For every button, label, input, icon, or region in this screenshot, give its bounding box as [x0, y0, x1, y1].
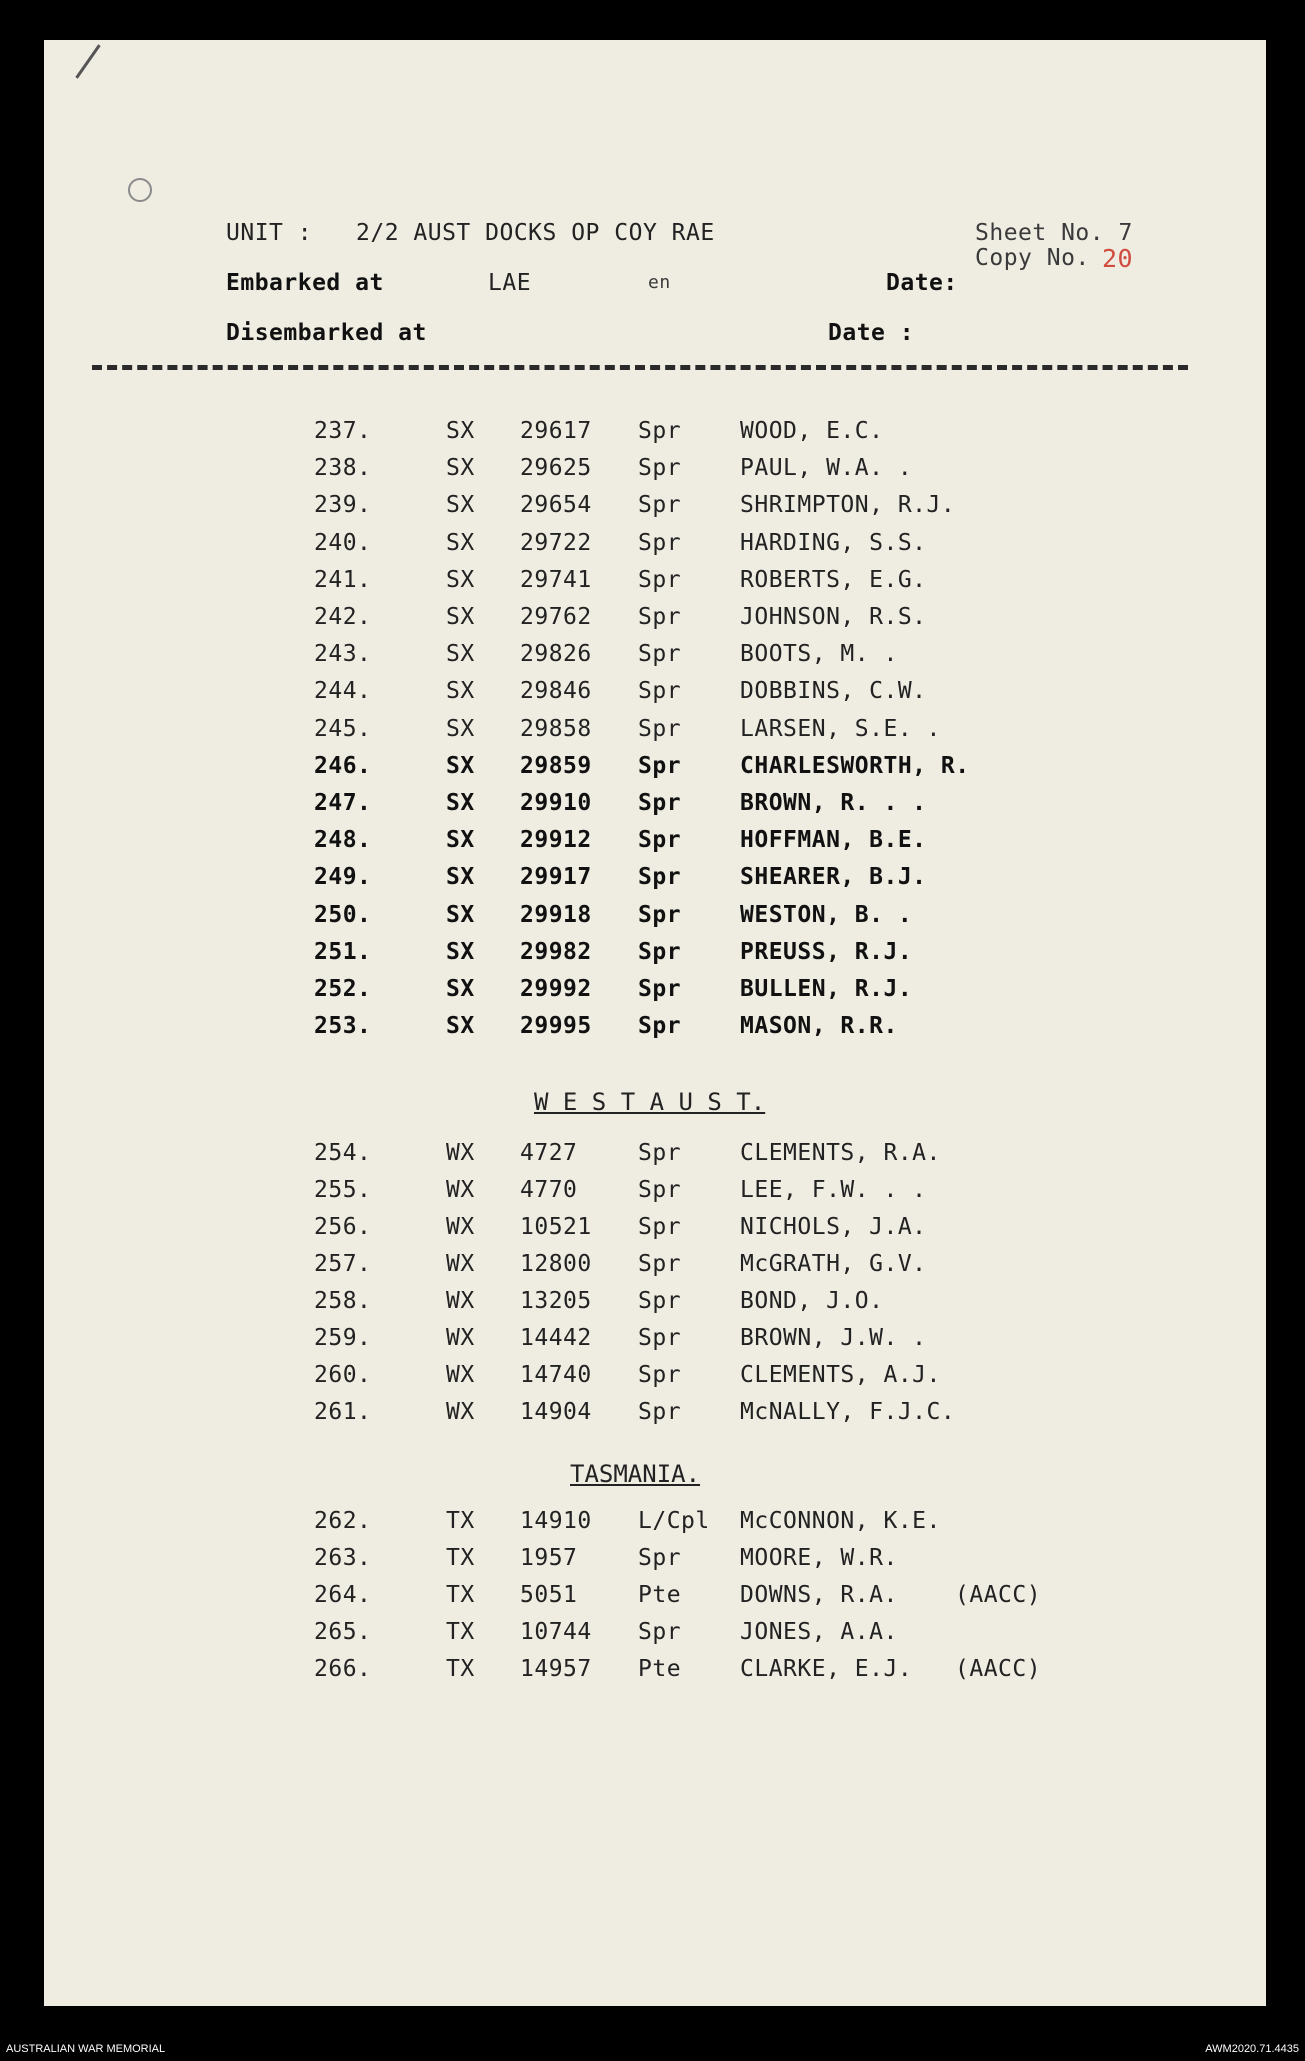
- row-state: SX: [446, 641, 475, 668]
- row-num: 10521: [520, 1214, 592, 1240]
- row-state: TX: [446, 1582, 475, 1608]
- row-no: 238.: [314, 455, 372, 482]
- row-state: SX: [446, 418, 475, 444]
- embarked-label: Embarked at: [226, 270, 384, 296]
- row-note: (AACC): [955, 1656, 1042, 1682]
- unit-value: 2/2 AUST DOCKS OP COY RAE: [356, 220, 715, 246]
- row-state: SX: [446, 864, 475, 891]
- row-num: 4727: [520, 1140, 578, 1166]
- row-no: 242.: [314, 604, 372, 630]
- row-name: ROBERTS, E.G.: [740, 566, 927, 593]
- footer-left: AUSTRALIAN WAR MEMORIAL: [6, 2043, 166, 2055]
- row-rank: L/Cpl: [638, 1508, 710, 1534]
- row-name: MOORE, W.R.: [740, 1545, 898, 1571]
- row-state: WX: [446, 1399, 475, 1425]
- row-name: WESTON, B. .: [740, 901, 913, 928]
- row-state: SX: [446, 455, 475, 482]
- row-state: TX: [446, 1545, 475, 1571]
- row-state: SX: [446, 566, 475, 593]
- row-num: 12800: [520, 1251, 592, 1277]
- row-rank: Pte: [638, 1582, 682, 1608]
- row-state: SX: [446, 827, 475, 854]
- row-name: McCONNON, K.E.: [740, 1508, 941, 1534]
- row-rank: Spr: [638, 1619, 682, 1645]
- row-rank: Spr: [638, 938, 682, 965]
- row-num: 29918: [520, 901, 592, 928]
- row-state: SX: [446, 604, 475, 630]
- row-state: WX: [446, 1325, 475, 1351]
- row-state: SX: [446, 492, 475, 519]
- row-rank: Spr: [638, 1251, 682, 1277]
- row-name: CLARKE, E.J.: [740, 1656, 913, 1682]
- row-no: 237.: [314, 418, 372, 444]
- row-name: SHEARER, B.J.: [740, 864, 927, 891]
- row-no: 262.: [314, 1508, 372, 1534]
- row-rank: Spr: [638, 529, 682, 556]
- row-name: MASON, R.R.: [740, 1013, 898, 1040]
- row-rank: Pte: [638, 1656, 682, 1682]
- row-rank: Spr: [638, 790, 682, 816]
- row-num: 29917: [520, 864, 592, 891]
- row-num: 5051: [520, 1582, 578, 1608]
- row-num: 29995: [520, 1013, 592, 1040]
- row-rank: Spr: [638, 1177, 682, 1203]
- row-state: WX: [446, 1214, 475, 1240]
- row-name: CLEMENTS, R.A.: [740, 1140, 941, 1166]
- row-no: 255.: [314, 1177, 372, 1203]
- row-num: 29617: [520, 418, 592, 444]
- row-name: LEE, F.W. . .: [740, 1177, 927, 1203]
- row-no: 259.: [314, 1325, 372, 1351]
- row-no: 246.: [314, 752, 372, 779]
- row-num: 14957: [520, 1656, 592, 1682]
- row-no: 240.: [314, 529, 372, 556]
- row-num: 29762: [520, 604, 592, 630]
- separator-rule: [92, 365, 1188, 370]
- row-no: 263.: [314, 1545, 372, 1571]
- row-num: 29826: [520, 641, 592, 668]
- row-note: (AACC): [955, 1582, 1042, 1608]
- embarked-date-label: Date:: [886, 270, 958, 296]
- row-name: WOOD, E.C.: [740, 418, 884, 444]
- row-name: HOFFMAN, B.E.: [740, 827, 927, 854]
- row-rank: Spr: [638, 1140, 682, 1166]
- row-rank: Spr: [638, 492, 682, 519]
- punch-hole: [128, 178, 152, 202]
- row-name: BROWN, R. . .: [740, 790, 927, 816]
- row-num: 14910: [520, 1508, 592, 1534]
- row-num: 29722: [520, 529, 592, 556]
- row-rank: Spr: [638, 455, 682, 482]
- row-rank: Spr: [638, 1545, 682, 1571]
- row-state: SX: [446, 901, 475, 928]
- row-rank: Spr: [638, 1013, 682, 1040]
- disembarked-label: Disembarked at: [226, 320, 427, 346]
- row-no: 264.: [314, 1582, 372, 1608]
- row-rank: Spr: [638, 1214, 682, 1240]
- row-num: 14904: [520, 1399, 592, 1425]
- row-num: 29846: [520, 678, 592, 705]
- row-name: BOND, J.O.: [740, 1288, 884, 1314]
- row-num: 10744: [520, 1619, 592, 1645]
- sheet-number: Sheet No. 7: [975, 220, 1133, 246]
- row-state: SX: [446, 790, 475, 816]
- row-no: 249.: [314, 864, 372, 891]
- row-no: 244.: [314, 678, 372, 705]
- row-no: 243.: [314, 641, 372, 668]
- row-rank: Spr: [638, 678, 682, 705]
- row-state: TX: [446, 1656, 475, 1682]
- row-no: 254.: [314, 1140, 372, 1166]
- row-num: 1957: [520, 1545, 578, 1571]
- section-west-aust: W E S T A U S T.: [534, 1088, 766, 1116]
- row-state: WX: [446, 1177, 475, 1203]
- row-state: TX: [446, 1619, 475, 1645]
- row-state: SX: [446, 678, 475, 705]
- row-rank: Spr: [638, 1362, 682, 1388]
- row-rank: Spr: [638, 901, 682, 928]
- row-num: 14740: [520, 1362, 592, 1388]
- row-state: WX: [446, 1288, 475, 1314]
- row-state: WX: [446, 1362, 475, 1388]
- row-state: WX: [446, 1251, 475, 1277]
- row-name: NICHOLS, J.A.: [740, 1214, 927, 1240]
- copy-label: Copy No.: [975, 245, 1090, 271]
- embarked-value: LAE: [488, 270, 532, 296]
- row-name: BOOTS, M. .: [740, 641, 898, 668]
- row-state: SX: [446, 529, 475, 556]
- row-rank: Spr: [638, 604, 682, 630]
- row-name: DOBBINS, C.W.: [740, 678, 927, 705]
- row-state: SX: [446, 715, 475, 742]
- row-rank: Spr: [638, 418, 682, 444]
- row-rank: Spr: [638, 1325, 682, 1351]
- row-no: 256.: [314, 1214, 372, 1240]
- row-name: BULLEN, R.J.: [740, 976, 913, 1002]
- row-no: 239.: [314, 492, 372, 519]
- row-name: CLEMENTS, A.J.: [740, 1362, 941, 1388]
- row-num: 4770: [520, 1177, 578, 1203]
- embarked-extra: en: [648, 272, 671, 293]
- row-no: 252.: [314, 976, 372, 1002]
- row-num: 29741: [520, 566, 592, 593]
- row-num: 13205: [520, 1288, 592, 1314]
- row-no: 247.: [314, 790, 372, 816]
- row-rank: Spr: [638, 827, 682, 854]
- row-num: 29992: [520, 976, 592, 1002]
- section-tasmania: TASMANIA.: [570, 1460, 701, 1488]
- row-state: TX: [446, 1508, 475, 1534]
- row-rank: Spr: [638, 715, 682, 742]
- row-rank: Spr: [638, 752, 682, 779]
- row-state: WX: [446, 1140, 475, 1166]
- row-no: 253.: [314, 1013, 372, 1040]
- footer-right: AWM2020.71.4435: [1205, 2043, 1299, 2055]
- row-rank: Spr: [638, 976, 682, 1002]
- row-name: HARDING, S.S.: [740, 529, 927, 556]
- row-rank: Spr: [638, 641, 682, 668]
- row-num: 29858: [520, 715, 592, 742]
- row-num: 29910: [520, 790, 592, 816]
- row-num: 29654: [520, 492, 592, 519]
- row-name: PAUL, W.A. .: [740, 455, 913, 482]
- row-num: 29859: [520, 752, 592, 779]
- row-name: BROWN, J.W. .: [740, 1325, 927, 1351]
- copy-number: 20: [1102, 244, 1134, 273]
- row-no: 258.: [314, 1288, 372, 1314]
- row-no: 265.: [314, 1619, 372, 1645]
- row-state: SX: [446, 976, 475, 1002]
- row-name: LARSEN, S.E. .: [740, 715, 941, 742]
- row-no: 250.: [314, 901, 372, 928]
- row-no: 245.: [314, 715, 372, 742]
- row-no: 266.: [314, 1656, 372, 1682]
- row-num: 14442: [520, 1325, 592, 1351]
- row-rank: Spr: [638, 1288, 682, 1314]
- row-rank: Spr: [638, 864, 682, 891]
- row-name: DOWNS, R.A.: [740, 1582, 898, 1608]
- row-state: SX: [446, 752, 475, 779]
- unit-label: UNIT :: [226, 220, 313, 246]
- row-no: 251.: [314, 938, 372, 965]
- row-num: 29912: [520, 827, 592, 854]
- row-state: SX: [446, 938, 475, 965]
- row-num: 29982: [520, 938, 592, 965]
- row-name: PREUSS, R.J.: [740, 938, 913, 965]
- row-rank: Spr: [638, 566, 682, 593]
- row-name: JONES, A.A.: [740, 1619, 898, 1645]
- row-name: McGRATH, G.V.: [740, 1251, 927, 1277]
- row-no: 261.: [314, 1399, 372, 1425]
- row-name: JOHNSON, R.S.: [740, 604, 927, 630]
- row-no: 257.: [314, 1251, 372, 1277]
- row-num: 29625: [520, 455, 592, 482]
- row-rank: Spr: [638, 1399, 682, 1425]
- row-name: McNALLY, F.J.C.: [740, 1399, 956, 1425]
- row-no: 248.: [314, 827, 372, 854]
- disembarked-date-label: Date :: [828, 320, 915, 346]
- row-no: 260.: [314, 1362, 372, 1388]
- row-state: SX: [446, 1013, 475, 1040]
- row-name: SHRIMPTON, R.J.: [740, 492, 956, 519]
- row-name: CHARLESWORTH, R.: [740, 752, 970, 779]
- row-no: 241.: [314, 566, 372, 593]
